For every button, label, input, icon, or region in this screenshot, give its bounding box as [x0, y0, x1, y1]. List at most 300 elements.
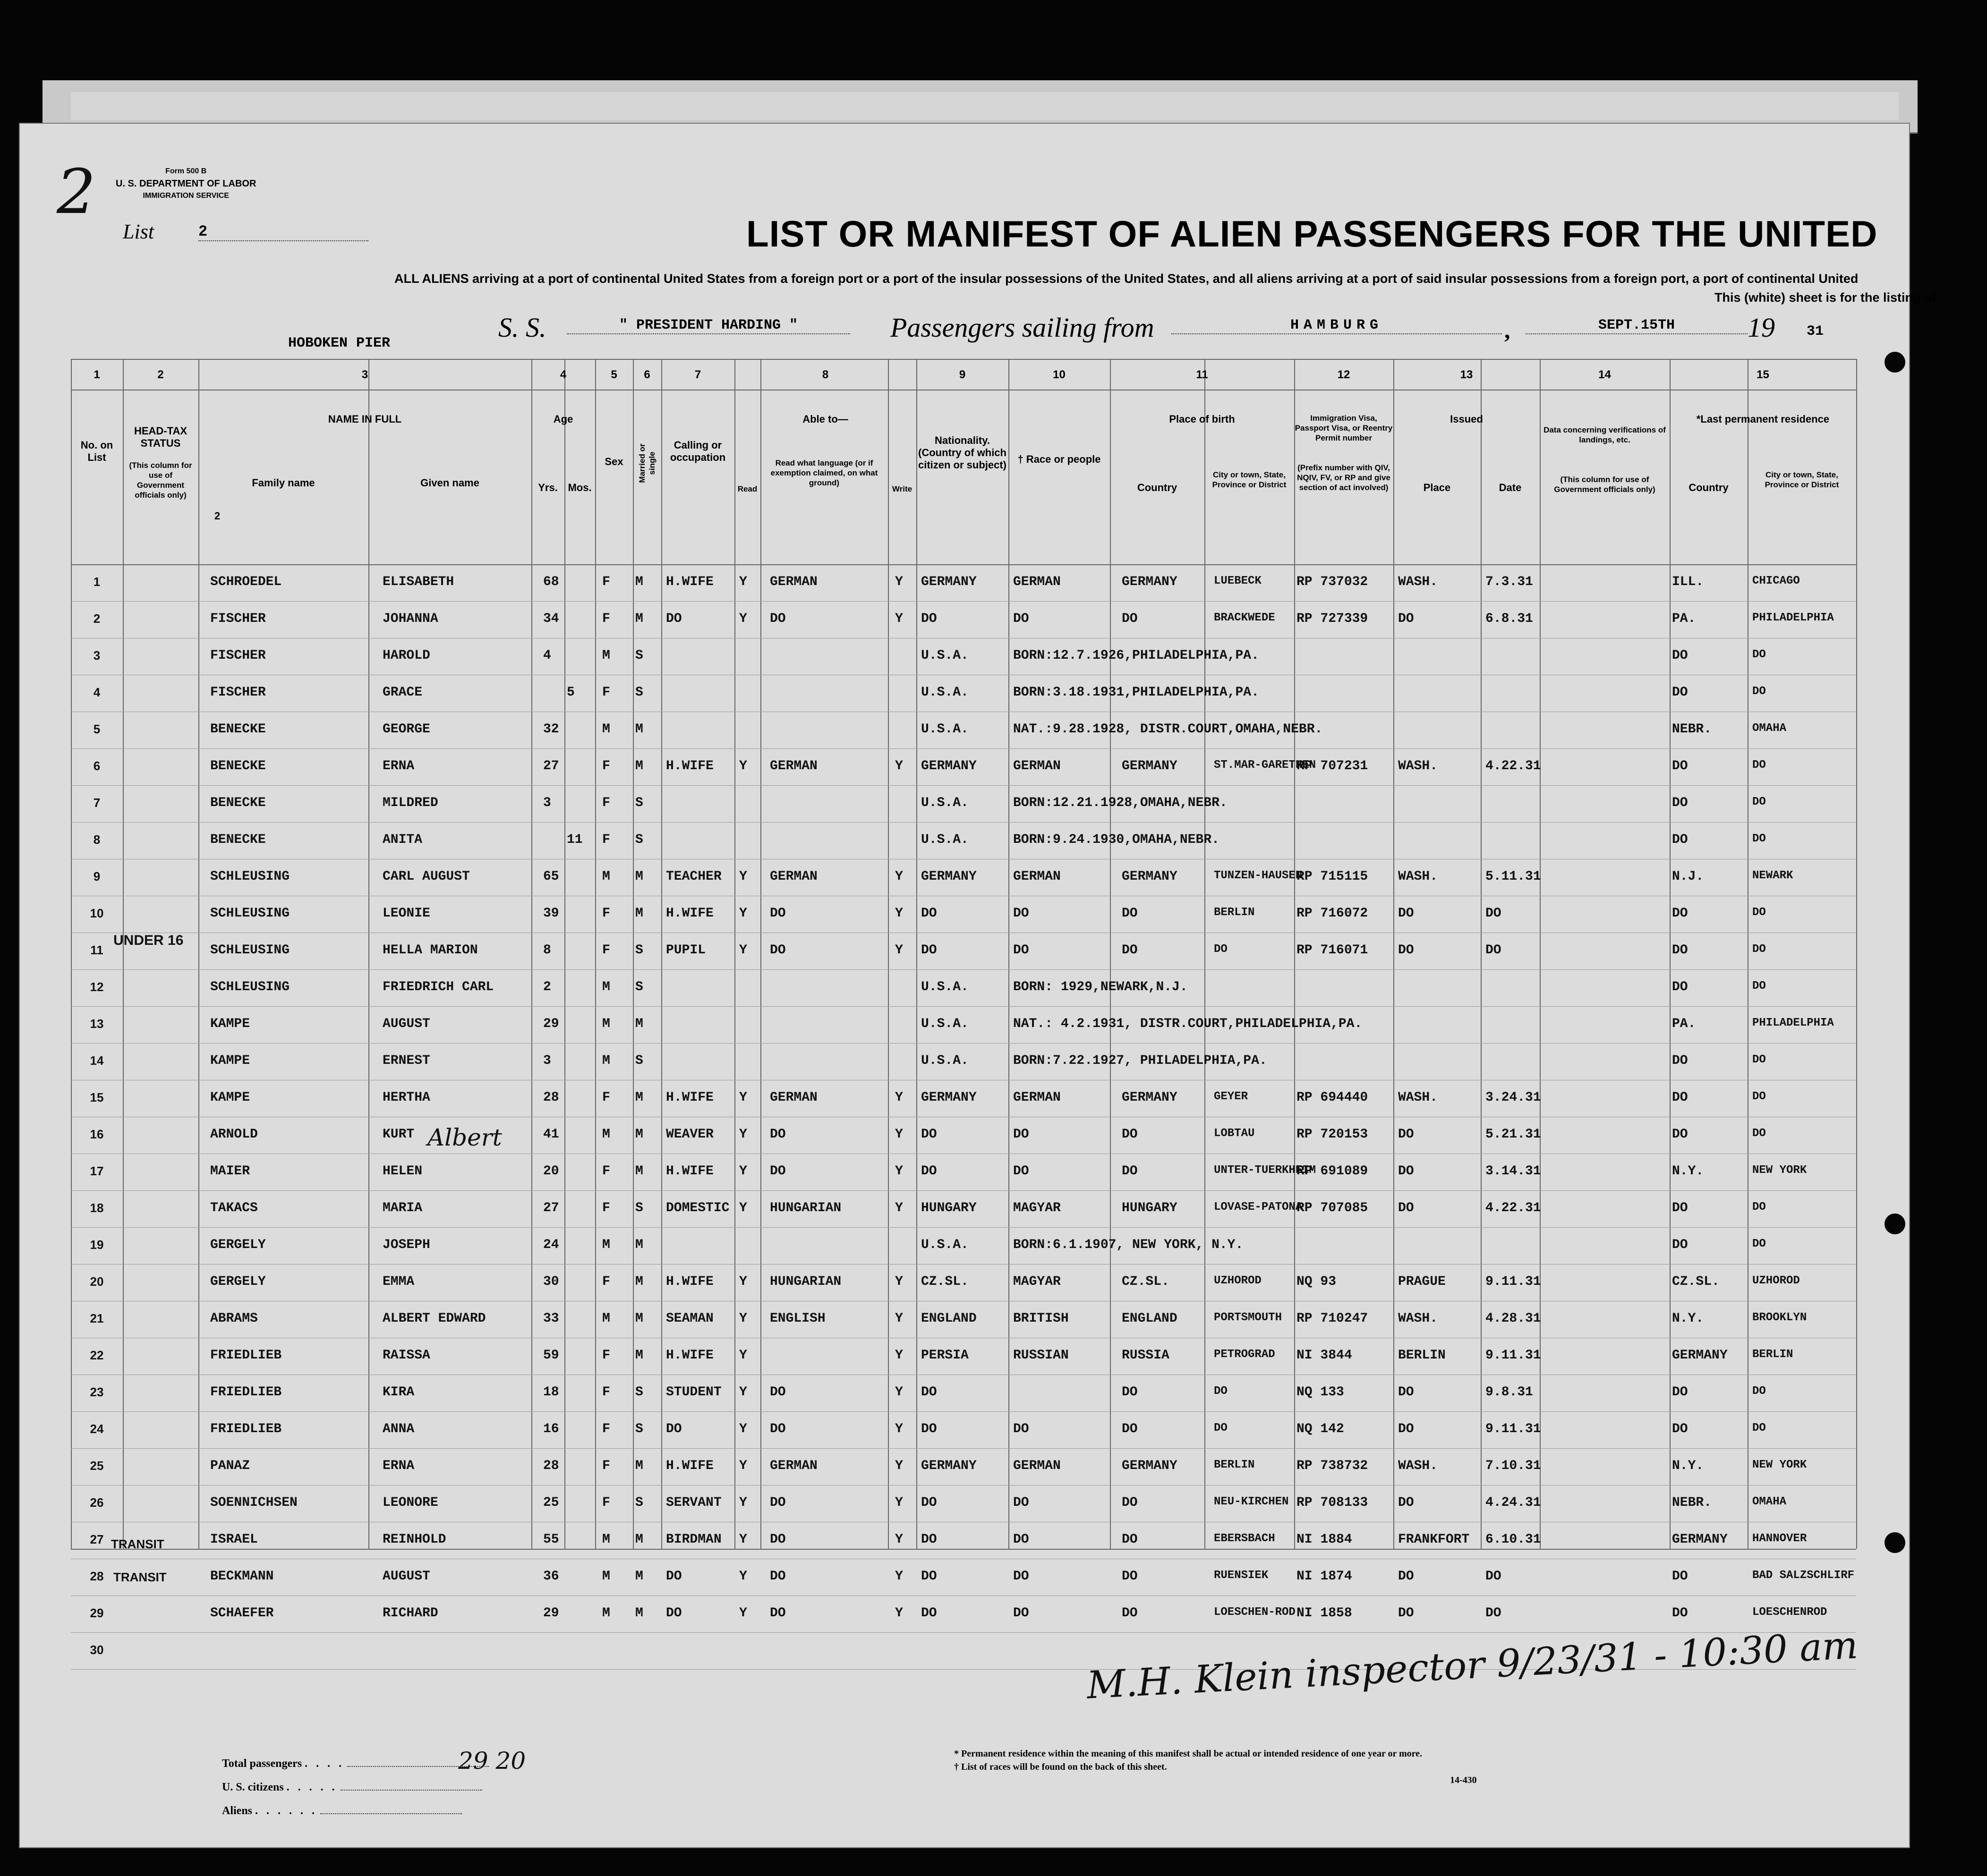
cell-race: MAGYAR [1013, 1201, 1061, 1215]
column-number: 4 [560, 368, 567, 381]
cell-family: FRIEDLIEB [210, 1422, 282, 1436]
cell-family: BENECKE [210, 759, 266, 773]
cell-read: Y [739, 1532, 747, 1547]
cell-read: Y [739, 611, 747, 626]
cell-rcountry: ILL. [1672, 575, 1704, 589]
cell-occ: DO [666, 611, 682, 626]
cell-given: HAROLD [383, 648, 430, 663]
cell-ms: M [635, 869, 643, 884]
column-number: 8 [822, 368, 829, 381]
cell-sex: F [602, 1422, 610, 1436]
cell-family: SCHLEUSING [210, 906, 290, 921]
header-landings-note: (This column for use of Government officials only) [1554, 475, 1655, 494]
cell-bcountry: DO [1122, 1422, 1138, 1436]
subtitle: ALL ALIENS arriving at a port of continental United States from a foreign port or a port of the insular possessions of the United States, and all aliens arriving at a port of said insular possessions from a foreign port, a port of continental United [394, 272, 1859, 286]
cell-place: WASH. [1398, 1459, 1438, 1473]
cell-visa: RP 708133 [1296, 1495, 1368, 1510]
aliens-label: Aliens [222, 1805, 253, 1817]
cell-rcountry: DO [1672, 1053, 1688, 1068]
cell-place: WASH. [1398, 759, 1438, 773]
cell-rcity: CHICAGO [1752, 575, 1800, 587]
table-row [71, 969, 1856, 1006]
form-code: 14-430 [1450, 1775, 1477, 1785]
table-row [71, 1375, 1856, 1411]
cell-bcountry: ENGLAND [1122, 1311, 1177, 1326]
cell-nat: HUNGARY [921, 1201, 977, 1215]
cell-no: 27 [90, 1532, 104, 1546]
cell-visa: NQ 133 [1296, 1385, 1344, 1400]
cell-visa: NI 1874 [1296, 1569, 1352, 1584]
header-name: NAME IN FULL [328, 413, 402, 425]
cell-rcountry: DO [1672, 1238, 1688, 1252]
cell-ms: S [635, 1053, 643, 1068]
stacked-pages-edge [71, 92, 1899, 120]
cell-place: DO [1398, 1569, 1414, 1584]
cell-occ: DO [666, 1569, 682, 1584]
cell-family: SCHAEFER [210, 1606, 274, 1621]
cell-ms: S [635, 832, 643, 847]
cell-given: MILDRED [383, 796, 438, 810]
cell-visa: RP 691089 [1296, 1164, 1368, 1179]
cell-family: ABRAMS [210, 1311, 258, 1326]
cell-write: Y [895, 943, 903, 958]
cell-lang: DO [770, 1532, 786, 1547]
cell-occ: SEAMAN [666, 1311, 714, 1326]
cell-read: Y [739, 906, 747, 921]
cell-nat: DO [921, 1606, 937, 1621]
cell-bcountry: DO [1122, 611, 1138, 626]
cell-race: DO [1013, 1164, 1029, 1179]
cell-place: DO [1398, 1127, 1414, 1142]
cell-occ: DO [666, 1422, 682, 1436]
cell-read: Y [739, 575, 747, 589]
cell-read: Y [739, 869, 747, 884]
column-number: 13 [1460, 368, 1473, 381]
cell-rcity: UZHOROD [1752, 1274, 1800, 1287]
cell-rcity: DO [1752, 1385, 1766, 1398]
cell-nat: GERMANY [921, 759, 977, 773]
cell-given: KIRA [383, 1385, 415, 1400]
cell-rcountry: DO [1672, 1385, 1688, 1400]
cell-nat: PERSIA [921, 1348, 969, 1363]
cell-family: FRIEDLIEB [210, 1385, 282, 1400]
cell-lang: HUNGARIAN [770, 1274, 842, 1289]
cell-date: 4.28.31 [1485, 1311, 1541, 1326]
cell-rcountry: PA. [1672, 1017, 1696, 1031]
header-given: Given name [420, 477, 479, 489]
sail-date: SEPT.15TH [1526, 317, 1748, 334]
inspector-signature: M.H. Klein inspector 9/23/31 - 10:30 am [1085, 1623, 1859, 1707]
table-row [71, 1485, 1856, 1522]
table-row [71, 1117, 1856, 1154]
cell-age: 41 [543, 1127, 559, 1142]
cell-write: Y [895, 1164, 903, 1179]
cell-visa: RP 710247 [1296, 1311, 1368, 1326]
cell-given: MARIA [383, 1201, 423, 1215]
cell-read: Y [739, 1127, 747, 1142]
cell-read: Y [739, 943, 747, 958]
cell-bcountry: GERMANY [1122, 759, 1177, 773]
table-row [71, 785, 1856, 822]
cell-sex: F [602, 1348, 610, 1363]
footnote-races: † List of races will be found on the back of this sheet. [954, 1762, 1167, 1772]
cell-nat: U.S.A. [921, 1017, 969, 1031]
cell-rcountry: N.Y. [1672, 1311, 1704, 1326]
cell-given: EMMA [383, 1274, 415, 1289]
cell-sex: F [602, 1495, 610, 1510]
cell-no: 5 [93, 722, 101, 736]
cell-age: 32 [543, 722, 559, 737]
table-row [71, 1596, 1856, 1632]
cell-nat: CZ.SL. [921, 1274, 969, 1289]
sailing-label: Passengers sailing from [890, 312, 1154, 343]
cell-race: NAT.: 4.2.1931, DISTR.COURT,PHILADELPHIA,PA. [1013, 1017, 1363, 1031]
cell-given: RICHARD [383, 1606, 438, 1621]
cell-bcity: TUNZEN-HAUSEN [1214, 869, 1303, 882]
cell-bcountry: DO [1122, 1127, 1138, 1142]
cell-race: GERMAN [1013, 869, 1061, 884]
cell-bcity: EBERSBACH [1214, 1532, 1275, 1545]
cell-race: BORN:9.24.1930,OMAHA,NEBR. [1013, 832, 1219, 847]
cell-nat: DO [921, 1569, 937, 1584]
cell-no: 14 [90, 1053, 104, 1068]
header-birth-country: Country [1137, 482, 1177, 493]
header-residence: *Last permanent residence [1696, 413, 1830, 425]
cell-write: Y [895, 575, 903, 589]
cell-place: WASH. [1398, 869, 1438, 884]
cell-write: Y [895, 869, 903, 884]
cell-date: 9.8.31 [1485, 1385, 1533, 1400]
cell-date: 4.24.31 [1485, 1495, 1541, 1510]
cell-ms: M [635, 1606, 643, 1621]
cell-rcountry: NEBR. [1672, 1495, 1712, 1510]
cell-date: 9.11.31 [1485, 1348, 1541, 1363]
page-title: LIST OR MANIFEST OF ALIEN PASSENGERS FOR THE UNITED [746, 213, 1878, 255]
cell-rcity: DO [1752, 1053, 1766, 1066]
cell-race: DO [1013, 943, 1029, 958]
header-issued-place: Place [1423, 482, 1451, 493]
cell-rcountry: DO [1672, 1422, 1688, 1436]
cell-family: MAIER [210, 1164, 250, 1179]
cell-no: 2 [93, 611, 101, 626]
cell-nat: U.S.A. [921, 722, 969, 737]
cell-occ: BIRDMAN [666, 1532, 722, 1547]
stamp-under-16: UNDER 16 [113, 933, 184, 948]
cell-bcity: PORTSMOUTH [1214, 1311, 1282, 1324]
cell-visa: RP 707085 [1296, 1201, 1368, 1215]
cell-ms: S [635, 980, 643, 994]
cell-occ: PUPIL [666, 943, 706, 958]
cell-sex: F [602, 1274, 610, 1289]
cell-rcity: DO [1752, 1422, 1766, 1435]
cell-bcountry: DO [1122, 1569, 1138, 1584]
cell-given: GRACE [383, 685, 423, 700]
cell-nat: DO [921, 1164, 937, 1179]
given-name-annotation: Albert [427, 1124, 502, 1151]
cell-bcountry: CZ.SL. [1122, 1274, 1169, 1289]
cell-place: PRAGUE [1398, 1274, 1446, 1289]
cell-rcity: PHILADELPHIA [1752, 1017, 1834, 1029]
cell-family: PANAZ [210, 1459, 250, 1473]
cell-no: 1 [93, 575, 101, 589]
cell-bcountry: GERMANY [1122, 869, 1177, 884]
cell-bcity: BRACKWEDE [1214, 611, 1275, 624]
cell-given: AUGUST [383, 1569, 430, 1584]
cell-given: ERNA [383, 759, 415, 773]
cell-given: HERTHA [383, 1090, 430, 1105]
cell-rcity: OMAHA [1752, 1495, 1787, 1508]
cell-nat: U.S.A. [921, 796, 969, 810]
cell-rcountry: GERMANY [1672, 1348, 1728, 1363]
us-citizens-label: U. S. citizens [222, 1781, 284, 1793]
cell-write: Y [895, 1348, 903, 1363]
cell-nat: GERMANY [921, 1090, 977, 1105]
cell-occ: SERVANT [666, 1495, 722, 1510]
cell-race: BORN:12.21.1928,OMAHA,NEBR. [1013, 796, 1228, 810]
cell-nat: ENGLAND [921, 1311, 977, 1326]
cell-rcountry: DO [1672, 1569, 1688, 1584]
cell-family: FISCHER [210, 611, 266, 626]
cell-occ: TEACHER [666, 869, 722, 884]
cell-sex: F [602, 1459, 610, 1473]
cell-bcountry: DO [1122, 1495, 1138, 1510]
table-row [71, 601, 1856, 638]
cell-rcountry: DO [1672, 943, 1688, 958]
cell-bcountry: GERMANY [1122, 1459, 1177, 1473]
cell-bcountry: DO [1122, 1606, 1138, 1621]
ss-label: S. S. [498, 312, 546, 343]
cell-visa: RP 716071 [1296, 943, 1368, 958]
table-row [71, 675, 1856, 712]
cell-date: DO [1485, 906, 1501, 921]
cell-no: 9 [93, 869, 101, 883]
cell-no: 10 [90, 906, 104, 920]
cell-rcity: BAD SALZSCHLIRF [1752, 1569, 1855, 1582]
cell-visa: NI 3844 [1296, 1348, 1352, 1363]
cell-no: 4 [93, 685, 101, 699]
cell-place: DO [1398, 1422, 1414, 1436]
cell-date: 5.21.31 [1485, 1127, 1541, 1142]
cell-bcity: BERLIN [1214, 1459, 1255, 1471]
cell-write: Y [895, 759, 903, 773]
cell-nat: U.S.A. [921, 648, 969, 663]
cell-rcountry: DO [1672, 832, 1688, 847]
cell-sex: M [602, 1238, 610, 1252]
cell-family: GERGELY [210, 1274, 266, 1289]
cell-age: 30 [543, 1274, 559, 1289]
cell-rcity: BROOKLYN [1752, 1311, 1807, 1324]
cell-no: 29 [90, 1606, 104, 1620]
cell-given: HELLA MARION [383, 943, 478, 958]
cell-family: ISRAEL [210, 1532, 258, 1547]
stamp-transit: TRANSIT [113, 1570, 167, 1584]
cell-ms: M [635, 1274, 643, 1289]
cell-lang: DO [770, 611, 786, 626]
header-yrs: Yrs. [538, 482, 558, 493]
column-number: 7 [694, 368, 701, 381]
cell-mos: 5 [567, 685, 575, 700]
cell-bcity: NEU-KIRCHEN [1214, 1495, 1289, 1508]
cell-no: 13 [90, 1017, 104, 1031]
cell-age: 4 [543, 648, 551, 663]
cell-race: MAGYAR [1013, 1274, 1061, 1289]
column-number: 6 [644, 368, 650, 381]
cell-place: DO [1398, 1201, 1414, 1215]
cell-occ: H.WIFE [666, 1459, 714, 1473]
cell-place: DO [1398, 1385, 1414, 1400]
header-language: Read what language (or if exemption claimed, on what ground) [770, 458, 878, 487]
cell-age: 20 [543, 1164, 559, 1179]
cell-rcity: OMAHA [1752, 722, 1787, 735]
cell-no: 3 [93, 648, 101, 662]
cell-race: BORN:3.18.1931,PHILADELPHIA,PA. [1013, 685, 1259, 700]
cell-sex: F [602, 1201, 610, 1215]
cell-age: 33 [543, 1311, 559, 1326]
cell-date: DO [1485, 1569, 1501, 1584]
cell-write: Y [895, 1606, 903, 1621]
cell-no: 26 [90, 1495, 104, 1510]
cell-ms: M [635, 611, 643, 626]
cell-nat: GERMANY [921, 869, 977, 884]
table-row [71, 638, 1856, 675]
cell-nat: DO [921, 906, 937, 921]
cell-nat: U.S.A. [921, 1238, 969, 1252]
cell-occ: H.WIFE [666, 575, 714, 589]
cell-rcity: DO [1752, 685, 1766, 698]
cell-rcity: PHILADELPHIA [1752, 611, 1834, 624]
cell-no: 22 [90, 1348, 104, 1362]
cell-rcity: DO [1752, 943, 1766, 956]
cell-occ: H.WIFE [666, 1348, 714, 1363]
header-age: Age [553, 413, 573, 425]
cell-age: 59 [543, 1348, 559, 1363]
cell-bcountry: DO [1122, 906, 1138, 921]
cell-rcountry: DO [1672, 1201, 1688, 1215]
table-row [71, 1154, 1856, 1190]
cell-date: DO [1485, 943, 1501, 958]
totals-section: Total passengers . . . . U. S. citizens . . . . . Aliens . . . . . . [222, 1752, 489, 1823]
cell-given: ERNEST [383, 1053, 430, 1068]
cell-no: 8 [93, 832, 101, 847]
cell-ms: M [635, 759, 643, 773]
table-row [71, 1448, 1856, 1485]
header-head-tax: HEAD-TAX STATUS [134, 425, 188, 449]
cell-no: 20 [90, 1274, 104, 1289]
cell-family: FISCHER [210, 685, 266, 700]
cell-nat: DO [921, 611, 937, 626]
cell-lang: DO [770, 943, 786, 958]
cell-ms: M [635, 575, 643, 589]
header-family-annotation: 2 [214, 510, 221, 522]
cell-rcountry: DO [1672, 906, 1688, 921]
cell-nat: DO [921, 943, 937, 958]
cell-rcountry: DO [1672, 648, 1688, 663]
cell-write: Y [895, 1569, 903, 1584]
cell-occ: H.WIFE [666, 759, 714, 773]
cell-nat: U.S.A. [921, 980, 969, 994]
cell-family: SCHROEDEL [210, 575, 282, 589]
cell-age: 28 [543, 1459, 559, 1473]
table-row [71, 564, 1856, 601]
cell-bcity: LUEBECK [1214, 575, 1262, 587]
ship-name: " PRESIDENT HARDING " [567, 317, 850, 334]
table-row [71, 1301, 1856, 1338]
cell-sex: F [602, 1090, 610, 1105]
cell-given: CARL AUGUST [383, 869, 470, 884]
cell-place: DO [1398, 943, 1414, 958]
cell-date: 4.22.31 [1485, 1201, 1541, 1215]
header-calling: Calling or occupation [670, 439, 726, 463]
cell-ms: M [635, 1569, 643, 1584]
total-passengers-label: Total passengers [222, 1757, 302, 1770]
cell-family: GERGELY [210, 1238, 266, 1252]
cell-rcountry: DO [1672, 796, 1688, 810]
cell-race: DO [1013, 1127, 1029, 1142]
cell-age: 36 [543, 1569, 559, 1584]
cell-bcountry: GERMANY [1122, 575, 1177, 589]
cell-bcity: PETROGRAD [1214, 1348, 1275, 1361]
cell-lang: DO [770, 1164, 786, 1179]
cell-age: 68 [543, 575, 559, 589]
cell-age: 28 [543, 1090, 559, 1105]
cell-no: 23 [90, 1385, 104, 1399]
table-row [71, 1522, 1856, 1559]
cell-family: SCHLEUSING [210, 869, 290, 884]
cell-rcountry: DO [1672, 1127, 1688, 1142]
cell-sex: M [602, 648, 610, 663]
cell-visa: RP 716072 [1296, 906, 1368, 921]
cell-race: GERMAN [1013, 1459, 1061, 1473]
stamp-transit: TRANSIT [111, 1537, 164, 1551]
cell-occ: H.WIFE [666, 1164, 714, 1179]
cell-no: 30 [90, 1643, 104, 1657]
cell-age: 8 [543, 943, 551, 958]
cell-nat: DO [921, 1127, 937, 1142]
cell-date: 7.3.31 [1485, 575, 1533, 589]
cell-lang: DO [770, 1422, 786, 1436]
cell-bcity: RUENSIEK [1214, 1569, 1269, 1582]
cell-nat: DO [921, 1385, 937, 1400]
cell-rcity: BERLIN [1752, 1348, 1793, 1361]
cell-ms: S [635, 1385, 643, 1400]
cell-given: LEONIE [383, 906, 430, 921]
header-res-country: Country [1689, 482, 1729, 493]
cell-write: Y [895, 1090, 903, 1105]
cell-write: Y [895, 1459, 903, 1473]
cell-family: ARNOLD [210, 1127, 258, 1142]
cell-visa: RP 694440 [1296, 1090, 1368, 1105]
cell-write: Y [895, 1274, 903, 1289]
cell-rcity: NEW YORK [1752, 1164, 1807, 1177]
cell-place: WASH. [1398, 575, 1438, 589]
cell-ms: M [635, 1238, 643, 1252]
pier-label: HOBOKEN PIER [288, 335, 391, 351]
header-able-to: Able to— [802, 413, 848, 425]
cell-write: Y [895, 1385, 903, 1400]
cell-ms: M [635, 1311, 643, 1326]
cell-sex: F [602, 906, 610, 921]
cell-lang: DO [770, 1495, 786, 1510]
cell-race: BORN:7.22.1927, PHILADELPHIA,PA. [1013, 1053, 1267, 1068]
cell-mos: 11 [567, 832, 583, 847]
cell-race: RUSSIAN [1013, 1348, 1069, 1363]
cell-no: 6 [93, 759, 101, 773]
cell-rcity: HANNOVER [1752, 1532, 1807, 1545]
cell-age: 34 [543, 611, 559, 626]
cell-no: 17 [90, 1164, 104, 1178]
cell-rcity: DO [1752, 648, 1766, 661]
cell-race: NAT.:9.28.1928, DISTR.COURT,OMAHA,NEBR. [1013, 722, 1323, 737]
